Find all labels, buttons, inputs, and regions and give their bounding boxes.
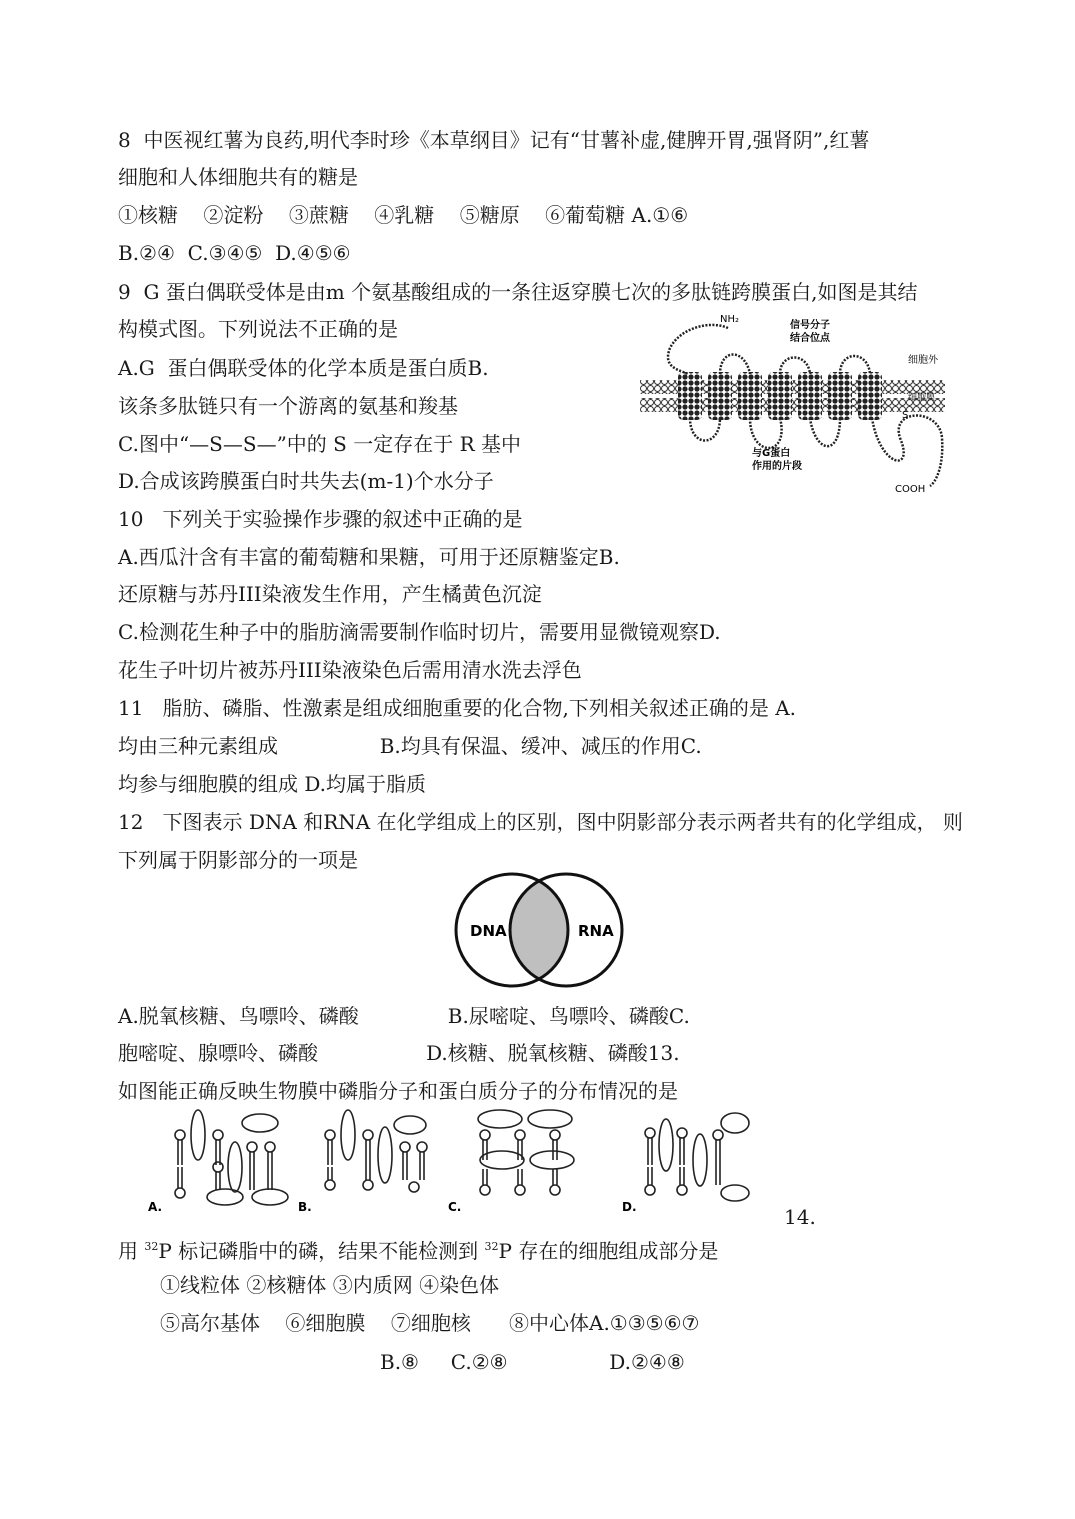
q9-option-b: 该条多肽链只有一个游离的氨基和羧基 <box>118 394 458 418</box>
q14-items-2: ⑤高尔基体 ⑥细胞膜 ⑦细胞核 ⑧中心体A.①③⑤⑥⑦ <box>160 1311 700 1335</box>
q14-options: B.⑧ C.②⑧ D.②④⑧ <box>380 1350 685 1374</box>
q11-line-1: 11 脂肪、磷脂、性激素是组成细胞重要的化合物,下列相关叙述正确的是 A. <box>118 696 797 720</box>
membrane-models-figure <box>140 1105 760 1215</box>
q11-line-3: 均参与细胞膜的组成 D.均属于脂质 <box>118 772 427 796</box>
helix-2 <box>708 372 732 420</box>
q10-line-1: 10 下列关于实验操作步骤的叙述中正确的是 <box>118 507 523 531</box>
q12-options-1: A.脱氧核糖、鸟嘌呤、磷酸 B.尿嘧啶、鸟嘌呤、磷酸C. <box>118 1004 690 1028</box>
helix-6 <box>828 372 852 420</box>
extracellular-loop <box>720 355 870 375</box>
c-terminal-chain <box>872 416 942 487</box>
q8-options-1: ①核糖 ②淀粉 ③蔗糖 ④乳糖 ⑤糖原 ⑥葡萄糖 A.①⑥ <box>118 203 689 227</box>
model-b <box>325 1110 427 1192</box>
q12-line-1: 12 下图表示 DNA 和RNA 在化学组成上的区别，图中阴影部分表示两者共有的化学组成， 则 <box>118 810 963 834</box>
helix-5 <box>798 372 822 420</box>
rna-label: RNA <box>578 922 614 940</box>
model-a <box>175 1110 288 1205</box>
model-c-label: C. <box>448 1200 462 1214</box>
model-c <box>478 1110 574 1195</box>
q11-line-2: 均由三种元素组成 B.均具有保温、缓冲、减压的作用C. <box>118 734 702 758</box>
cooh-label: COOH <box>895 484 926 495</box>
q9-option-a: A.G 蛋白偶联受体的化学本质是蛋白质B. <box>118 356 489 380</box>
q9-option-c: C.图中“—S—S—”中的 S 一定存在于 R 基中 <box>118 432 521 456</box>
model-d <box>645 1113 749 1201</box>
n-terminal-chain <box>668 325 728 374</box>
gpcr-figure <box>640 308 960 498</box>
q14-text-3: P 存在的细胞组成部分是 <box>498 1239 719 1263</box>
q14-sup-1: 32 <box>144 1240 159 1253</box>
q8-line-2: 细胞和人体细胞共有的糖是 <box>118 165 358 189</box>
model-b-label: B. <box>298 1200 312 1214</box>
g-fragment-label-2: 作用的片段 <box>752 461 802 472</box>
q8-line-1: 8 中医视红薯为良药,明代李时珍《本草纲目》记有“甘薯补虚,健脾开胃,强肾阴”,红薯 <box>118 128 870 152</box>
q10-line-3: 还原糖与苏丹III染液发生作用，产生橘黄色沉淀 <box>118 582 542 606</box>
intracellular-loop <box>690 418 840 448</box>
q8-options-2: B.②④ C.③④⑤ D.④⑤⑥ <box>118 241 351 265</box>
q10-line-4: C.检测花生种子中的脂肪滴需要制作临时切片，需要用显微镜观察D. <box>118 620 721 644</box>
outside-label: 细胞外 <box>908 355 938 366</box>
q9-option-d: D.合成该跨膜蛋白时共失去(m-1)个水分子 <box>118 469 494 493</box>
q14-sup-2: 32 <box>484 1240 499 1253</box>
helix-4 <box>768 372 792 420</box>
q9-line-1: 9 G 蛋白偶联受体是由m 个氨基酸组成的一条往返穿膜七次的多肽链跨膜蛋白,如图是其结 <box>118 280 918 304</box>
helix-1 <box>678 372 702 420</box>
dna-label: DNA <box>470 922 507 940</box>
nh2-label: NH₂ <box>720 314 740 325</box>
q14-line-1 <box>118 1234 718 1264</box>
q14-items-1: ①线粒体 ②核糖体 ③内质网 ④染色体 <box>160 1273 500 1297</box>
g-fragment-label-1: 与G蛋白 <box>752 448 791 459</box>
membrane-label: 细胞膜 <box>908 393 936 403</box>
signal-site-label-1: 信号分子 <box>790 320 830 331</box>
q10-line-2: A.西瓜汁含有丰富的葡萄糖和果糖，可用于还原糖鉴定B. <box>118 545 620 569</box>
helix-3 <box>738 372 762 420</box>
model-a-label: A. <box>148 1200 163 1214</box>
q12-options-2: 胞嘧啶、腺嘌呤、磷酸 D.核糖、脱氧核糖、磷酸13. <box>118 1041 680 1065</box>
q13-line-1: 如图能正确反映生物膜中磷脂分子和蛋白质分子的分布情况的是 <box>118 1079 678 1103</box>
q12-line-2: 下列属于阴影部分的一项是 <box>118 848 358 872</box>
q14-text-2: P 标记磷脂中的磷，结果不能检测到 <box>158 1239 485 1263</box>
q14-number: 14. <box>784 1205 816 1229</box>
model-d-label: D. <box>622 1200 637 1214</box>
q10-line-5: 花生子叶切片被苏丹III染液染色后需用清水洗去浮色 <box>118 658 582 682</box>
s-label: S <box>902 410 909 421</box>
q14-text-1: 用 <box>118 1239 145 1263</box>
q9-line-2: 构模式图。下列说法不正确的是 <box>118 317 398 341</box>
helix-7 <box>858 372 882 420</box>
venn-diagram <box>450 870 630 990</box>
signal-site-label-2: 结合位点 <box>790 333 830 344</box>
